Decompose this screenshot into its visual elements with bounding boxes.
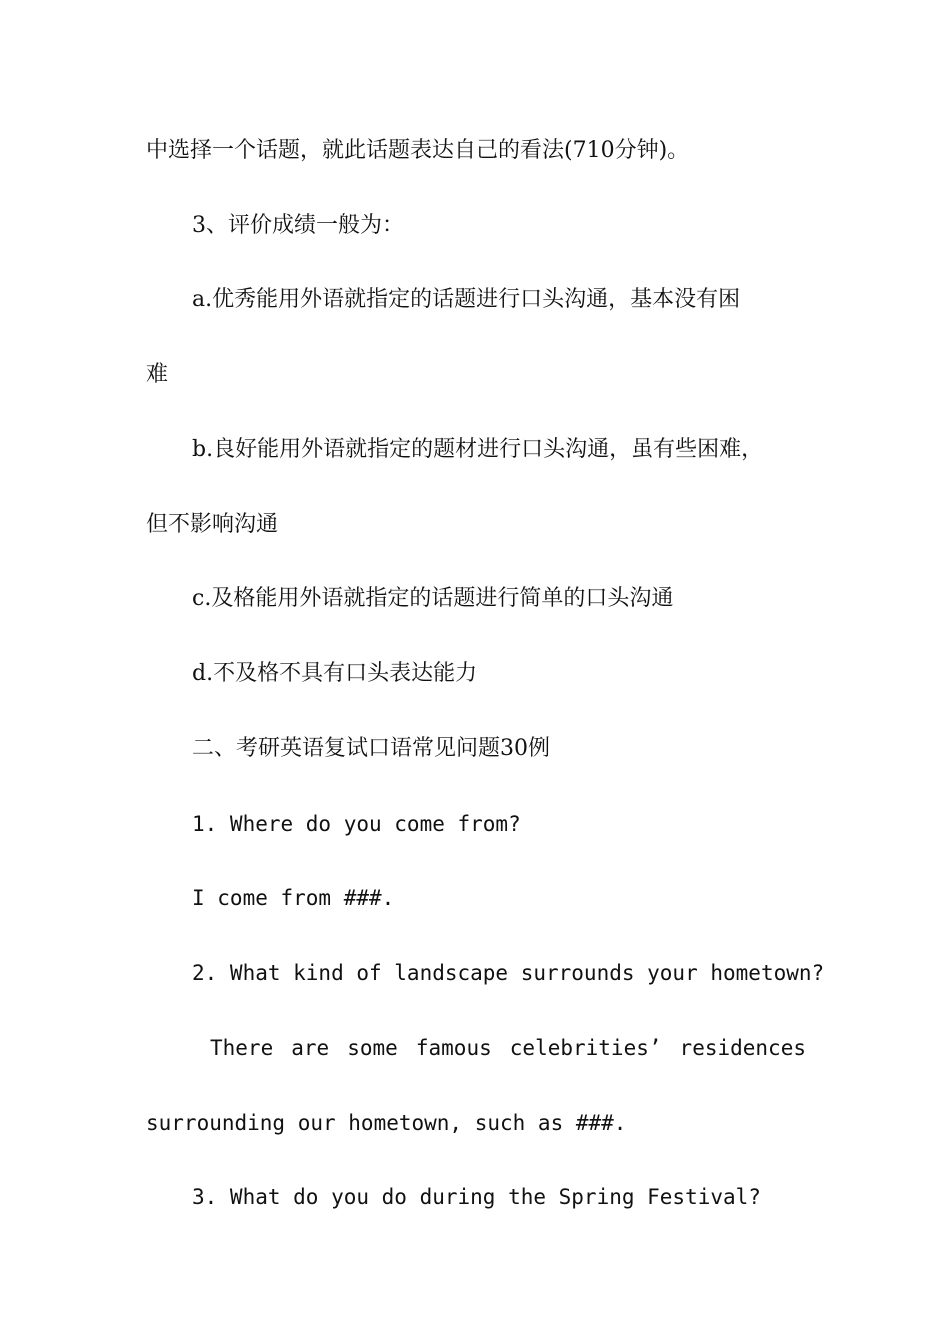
answer-2-line-1: [210, 1033, 806, 1063]
grade-item-b: b.良好能用外语就指定的题材进行口头沟通，虽有些困难，: [192, 437, 764, 462]
answer-word: There: [210, 1036, 274, 1060]
section-heading-grading: 3、评价成绩一般为：: [192, 213, 404, 238]
answer-word: celebrities’: [509, 1036, 662, 1060]
paragraph-line: 中选择一个话题，就此话题表达自己的看法(710分钟)。: [146, 138, 690, 163]
section-heading-questions: 二、考研英语复试口语常见问题30例: [192, 736, 550, 761]
grade-item-c: c.及格能用外语就指定的话题进行简单的口头沟通: [192, 586, 674, 611]
question-1: 1. Where do you come from?: [192, 812, 521, 836]
answer-word: residences: [679, 1036, 806, 1060]
grade-item-d: d.不及格不具有口头表达能力: [192, 661, 478, 686]
answer-2-line-2: surrounding our hometown, such as ###.: [146, 1111, 627, 1135]
grade-item-a: a.优秀能用外语就指定的话题进行口头沟通，基本没有困: [192, 287, 741, 312]
question-2: 2. What kind of landscape surrounds your hometown?: [192, 961, 825, 985]
answer-word: some: [347, 1036, 398, 1060]
answer-word: are: [291, 1036, 330, 1060]
answer-word: famous: [415, 1036, 492, 1060]
answer-1: I come from ###.: [192, 886, 395, 910]
grade-item-a-continued: 难: [146, 362, 169, 387]
question-3: 3. What do you do during the Spring Festival?: [192, 1185, 761, 1209]
grade-item-b-continued: 但不影响沟通: [146, 512, 279, 537]
